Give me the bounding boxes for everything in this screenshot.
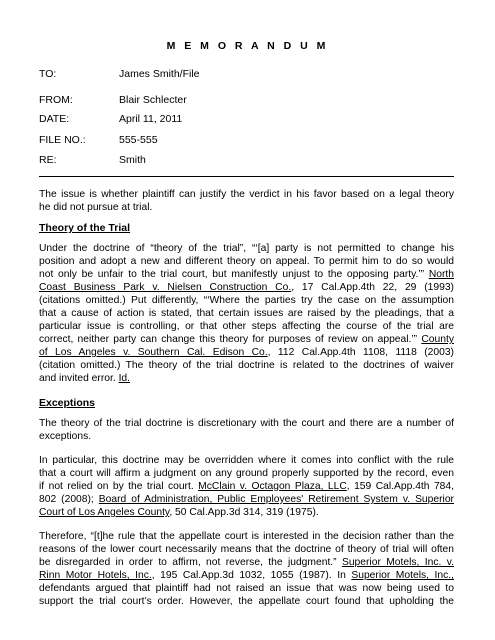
intro-paragraph <box>39 188 454 214</box>
theory-text: correct, neither party can change this theory for purposes of review on appeal.’” <box>39 334 418 345</box>
exceptions-line <box>39 493 454 506</box>
citation-case-name: Coast Business Park v. Nielsen Construction Co. <box>39 282 292 293</box>
theory-line: that a cause of action is stated, that certain issues are raised by the pleadings, that a <box>39 308 454 319</box>
citation-reference: , 159 Cal.App.4th 784, <box>346 481 454 492</box>
citation-case-name: Court of Los Angeles County <box>39 507 170 518</box>
exceptions-line: defendants argued that plaintiff had not raised an issue that was now being used to <box>39 583 454 594</box>
exceptions-line: reasons of the lower court necessarily means that the doctrine of theory of trial will often <box>39 544 454 555</box>
citation-link: County <box>421 334 454 345</box>
theory-text: not only be unfair to the trial court, but manifestly unjust to the opposing party.’” <box>39 269 425 280</box>
intro-line: The issue is whether plaintiff can justify the verdict in his favor based on a legal theory <box>39 189 454 200</box>
header-date <box>39 113 182 126</box>
header-from-label: FROM: <box>39 94 73 106</box>
theory-line <box>39 346 454 359</box>
citation-reference: , 195 Cal.App.3d 1032, 1055 (1987). In <box>151 570 352 581</box>
citation-reference: , 112 Cal.App.4th 1108, 1118 (2003) <box>267 347 454 358</box>
theory-line: (citations omitted.) Put differently, “‘Where the parties try the case on the assumption <box>39 295 454 306</box>
exceptions-line: Therefore, “[t]he rule that the appellate court is interested in the decision rather than the <box>39 531 454 542</box>
exceptions-paragraph-1 <box>39 417 454 443</box>
exceptions-paragraph-3 <box>39 530 454 608</box>
header-to-value: James Smith/File <box>119 68 200 80</box>
header-re <box>39 154 146 167</box>
theory-paragraph <box>39 242 454 385</box>
exceptions-line: In particular, this doctrine may be overridden where it comes into conflict with the rule <box>39 455 454 466</box>
header-date-value: April 11, 2011 <box>119 113 183 125</box>
exceptions-text: be disregarded in order to affirm, not reverse, the judgment.” <box>39 557 342 568</box>
section-heading-theory: Theory of the Trial <box>39 222 131 234</box>
citation-reference: 802 (2008); <box>39 494 99 505</box>
theory-line: position and adopt a new and different theory on appeal. To permit him to do so would <box>39 256 454 267</box>
citation-case-name: McClain v. Octagon Plaza, LLC <box>198 481 347 492</box>
section-heading-exceptions: Exceptions <box>39 397 96 409</box>
header-re-label: RE: <box>39 154 57 166</box>
header-date-label: DATE: <box>39 113 70 125</box>
citation-reference: , 17 Cal.App.4th 22, 29 (1993) <box>291 282 454 293</box>
exceptions-line: The theory of the trial doctrine is discretionary with the court and there are a number of <box>39 418 454 429</box>
theory-text: and invited error. <box>39 373 119 384</box>
exceptions-paragraph-2 <box>39 454 454 519</box>
exceptions-line <box>39 556 454 569</box>
exceptions-line <box>39 569 454 582</box>
theory-line: Under the doctrine of “theory of the trial”, “‘[a] party is not permitted to change his <box>39 243 454 254</box>
citation-case-name: Superior Motels, Inc. v. <box>341 557 454 568</box>
citation-case-name: Superior Motels, Inc., <box>351 570 454 581</box>
exceptions-text: if not relied on by the trial court. <box>39 481 199 492</box>
header-to <box>39 68 200 81</box>
citation-case-name: Board of Administration, Public Employees' Retirement System v. Superior <box>98 494 454 505</box>
header-file-no-label: FILE NO.: <box>39 134 86 146</box>
exceptions-line: that a court will affirm a judgment on any ground properly supported by the record, even <box>39 468 454 479</box>
intro-line: he did not pursue at trial. <box>39 202 153 213</box>
exceptions-line: support the trial court’s order. However, the appellate court found that upholding the <box>39 596 454 607</box>
header-to-label: TO: <box>39 68 57 80</box>
exceptions-line <box>39 480 454 493</box>
citation-id: Id. <box>118 373 131 384</box>
exceptions-line <box>39 506 454 519</box>
citation-link: North <box>428 269 454 280</box>
theory-line <box>39 281 454 294</box>
header-file-no-value: 555-555 <box>119 134 158 146</box>
header-divider <box>39 176 454 177</box>
theory-line <box>39 372 454 385</box>
citation-reference: , 50 Cal.App.3d 314, 319 (1975). <box>169 507 319 518</box>
theory-line <box>39 268 454 281</box>
citation-case-name: of Los Angeles v. Southern Cal. Edison Co. <box>39 347 268 358</box>
theory-line: (citation omitted.) The theory of the trial doctrine is related to the doctrines of waiver <box>39 360 454 371</box>
header-file-no <box>39 134 158 147</box>
theory-line <box>39 333 454 346</box>
header-from <box>39 94 187 107</box>
header-re-value: Smith <box>119 154 146 166</box>
exceptions-line: exceptions. <box>39 431 92 442</box>
citation-case-name: Rinn Motor Hotels, Inc. <box>39 570 152 581</box>
theory-line: particular issue is controlling, or that other steps affecting the course of the trial are <box>39 321 454 332</box>
header-from-value: Blair Schlecter <box>119 94 187 106</box>
memo-title: M E M O R A N D U M <box>166 40 329 52</box>
